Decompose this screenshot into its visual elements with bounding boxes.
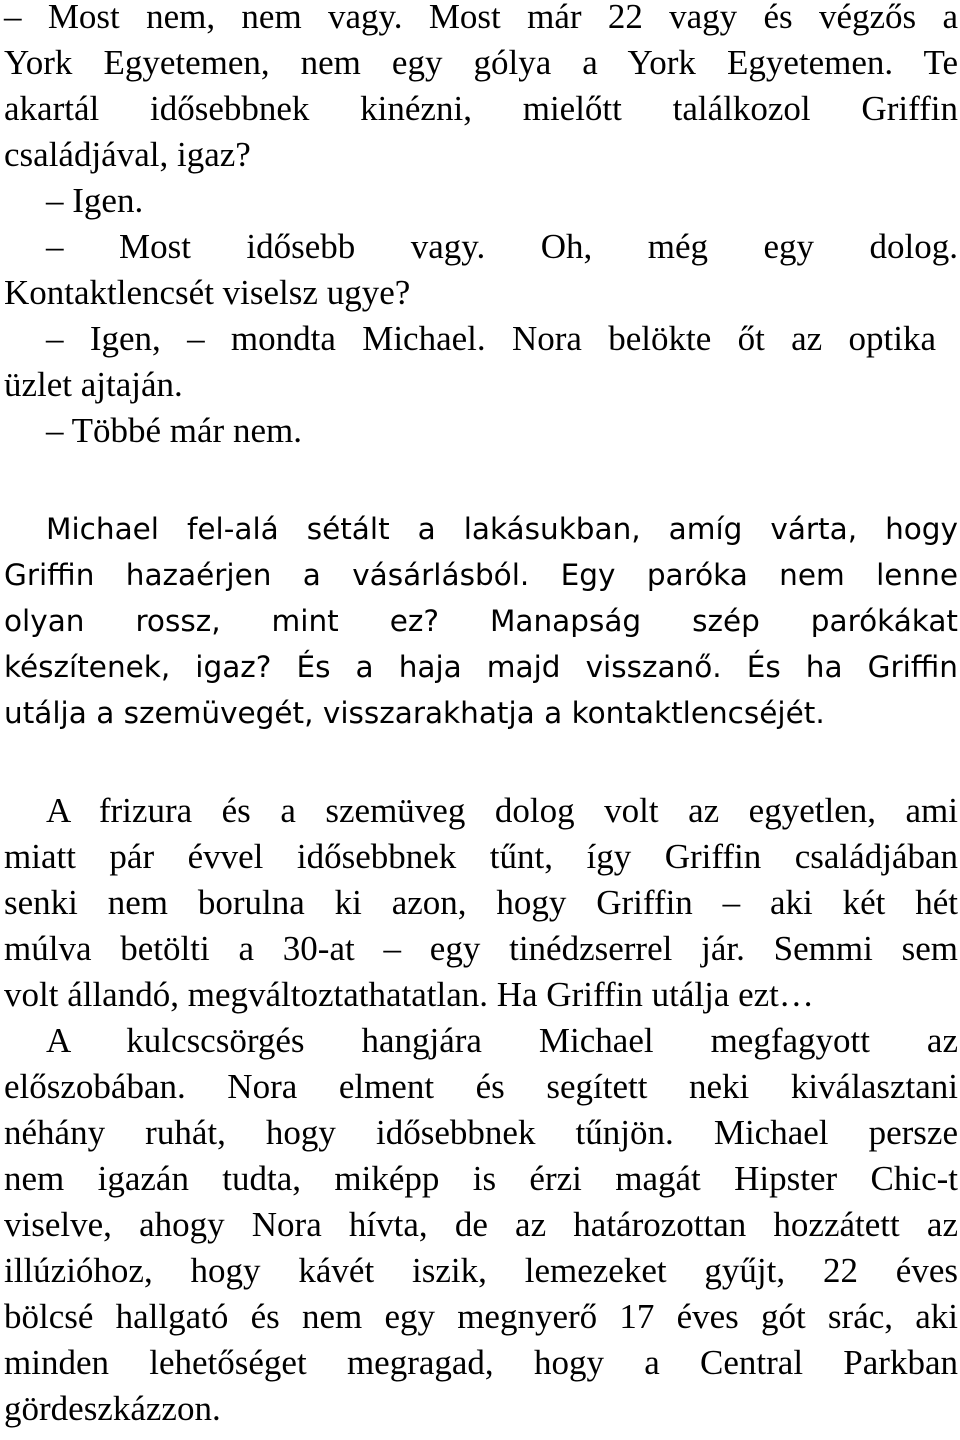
dialogue-line: családjával, igaz?: [4, 135, 251, 174]
dialogue-line: – Most idősebb vagy. Oh, még egy dolog.: [46, 227, 958, 266]
paragraph-line: olyan rossz, mint ez? Manapság szép parókákat: [4, 604, 958, 638]
paragraph-line: készítenek, igaz? És a haja majd visszanő. És ha Griffin: [4, 650, 958, 684]
dialogue-line: York Egyetemen, nem egy gólya a York Egyetemen. Te: [4, 43, 958, 82]
paragraph-line: A kulcscsörgés hangjára Michael megfagyott az: [46, 1021, 958, 1060]
paragraph-line: Griffin hazaérjen a vásárlásból. Egy paróka nem lenne: [4, 558, 958, 592]
paragraph-line: A frizura és a szemüveg dolog volt az egyetlen, ami: [46, 791, 958, 830]
paragraph-line: minden lehetőséget megragad, hogy a Central Parkban: [4, 1343, 958, 1382]
paragraph-line: bölcsé hallgató és nem egy megnyerő 17 éves gót srác, aki: [4, 1297, 958, 1336]
paragraph-line: gördeszkázzon.: [4, 1389, 221, 1428]
paragraph-line: utálja a szemüvegét, visszarakhatja a kontaktlencséjét.: [4, 696, 825, 730]
paragraph-line: Michael fel-alá sétált a lakásukban, amíg várta, hogy: [46, 512, 958, 546]
dialogue-line: üzlet ajtaján.: [4, 365, 183, 404]
paragraph-line: nem igazán tudta, miképp is érzi magát Hipster Chic-t: [4, 1159, 958, 1198]
dialogue-line: Kontaktlencsét viselsz ugye?: [4, 273, 411, 312]
dialogue-line: – Most nem, nem vagy. Most már 22 vagy és végzős a: [4, 0, 958, 36]
paragraph-line: illúzióhoz, hogy kávét iszik, lemezeket gyűjt, 22 éves: [4, 1251, 958, 1290]
paragraph-line: viselve, ahogy Nora hívta, de az határozottan hozzátett az: [4, 1205, 958, 1244]
paragraph-line: senki nem borulna ki azon, hogy Griffin – aki két hét: [4, 883, 958, 922]
dialogue-line: – Igen, – mondta Michael. Nora belökte őt az optika: [46, 319, 936, 358]
paragraph-line: előszobában. Nora elment és segített neki kiválasztani: [4, 1067, 958, 1106]
dialogue-line: – Igen.: [46, 181, 144, 220]
paragraph-line: néhány ruhát, hogy idősebbnek tűnjön. Michael persze: [4, 1113, 958, 1152]
dialogue-line: – Többé már nem.: [46, 411, 302, 450]
dialogue-line: akartál idősebbnek kinézni, mielőtt találkozol Griffin: [4, 89, 958, 128]
document-page: [4, 0, 958, 1440]
paragraph-line: múlva betölti a 30-at – egy tinédzserrel jár. Semmi sem: [4, 929, 958, 968]
paragraph-line: volt állandó, megváltoztathatatlan. Ha Griffin utálja ezt…: [4, 975, 814, 1014]
paragraph-line: miatt pár évvel idősebbnek tűnt, így Griffin családjában: [4, 837, 958, 876]
